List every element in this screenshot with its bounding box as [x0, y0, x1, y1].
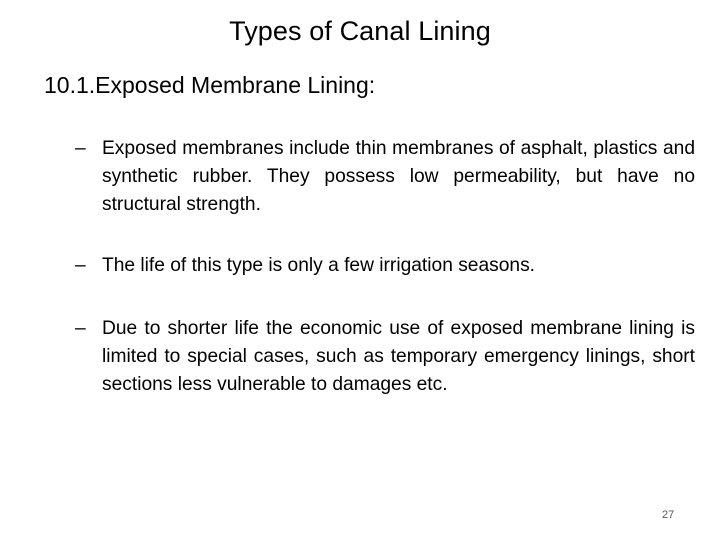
page-number: 27	[662, 509, 675, 521]
bullet-item	[75, 252, 695, 280]
bullet-text: The life of this type is only a few irrigation seasons.	[102, 255, 535, 276]
bullet-list	[75, 135, 695, 432]
slide-title: Types of Canal Lining	[229, 16, 491, 46]
bullet-text: Exposed membranes include thin membranes of asphalt, plastics and synthetic rubber. They possess low permeability, but have no structural strength.	[102, 138, 695, 215]
bullet-dash: –	[75, 138, 86, 159]
bullet-item	[75, 135, 695, 219]
bullet-dash: –	[75, 318, 86, 339]
section-heading: 10.1.Exposed Membrane Lining:	[44, 72, 376, 98]
bullet-item	[75, 315, 695, 399]
bullet-text: Due to shorter life the economic use of exposed membrane lining is limited to special cases, such as temporary emergency linings, short sections less vulnerable to damages etc.	[102, 318, 695, 395]
bullet-dash: –	[75, 255, 86, 276]
